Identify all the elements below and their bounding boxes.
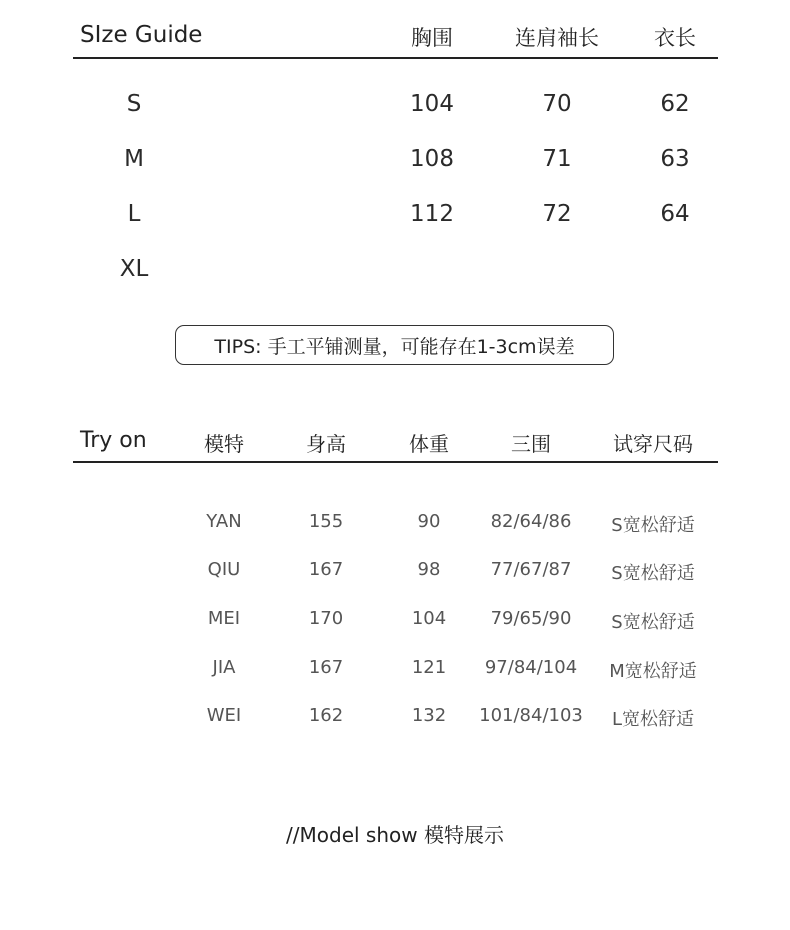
model-weight: 121 <box>411 657 447 678</box>
model-height: 167 <box>308 559 344 580</box>
chest-value: 108 <box>410 146 454 172</box>
length-value: 62 <box>660 91 690 117</box>
size-guide-divider <box>73 57 718 59</box>
size-label: M <box>124 146 144 172</box>
model-weight: 104 <box>411 608 447 629</box>
size-label: S <box>126 91 142 117</box>
model-fitting-size: M宽松舒适 <box>609 661 697 682</box>
model-height: 155 <box>308 511 344 532</box>
model-fitting-size: S宽松舒适 <box>611 612 695 633</box>
model-name: YAN <box>206 511 242 532</box>
sleeve-value: 71 <box>542 146 572 172</box>
try-on-title: Try on <box>80 428 147 453</box>
length-value: 63 <box>660 146 690 172</box>
model-measurements: 97/84/104 <box>484 657 578 678</box>
header-measurements: 三围 <box>511 432 551 456</box>
try-on-divider <box>73 461 718 463</box>
chest-value: 112 <box>410 201 454 227</box>
model-height: 162 <box>308 705 344 726</box>
model-show-heading: //Model show 模特展示 <box>286 823 504 847</box>
header-body-length: 衣长 <box>654 26 696 50</box>
model-fitting-size: L宽松舒适 <box>611 709 695 730</box>
size-label: XL <box>119 256 149 282</box>
model-weight: 132 <box>411 705 447 726</box>
sleeve-value: 72 <box>542 201 572 227</box>
size-guide-title: SIze Guide <box>80 22 203 48</box>
model-weight: 98 <box>417 559 441 580</box>
header-fitting-size: 试穿尺码 <box>613 432 693 456</box>
model-fitting-size: S宽松舒适 <box>611 563 695 584</box>
header-model: 模特 <box>204 432 244 456</box>
model-fitting-size: S宽松舒适 <box>611 515 695 536</box>
tips-text: TIPS: 手工平铺测量，可能存在1-3cm误差 <box>214 335 575 358</box>
model-name: MEI <box>207 608 241 629</box>
model-height: 170 <box>308 608 344 629</box>
model-measurements: 77/67/87 <box>490 559 572 580</box>
model-measurements: 79/65/90 <box>490 608 572 629</box>
sleeve-value: 70 <box>542 91 572 117</box>
size-label: L <box>127 201 141 227</box>
model-measurements: 82/64/86 <box>490 511 572 532</box>
model-measurements: 101/84/103 <box>479 705 583 726</box>
model-name: WEI <box>206 705 242 726</box>
model-height: 167 <box>308 657 344 678</box>
model-weight: 90 <box>417 511 441 532</box>
tips-box <box>175 325 614 365</box>
header-weight: 体重 <box>409 432 449 456</box>
header-sleeve-length: 连肩袖长 <box>515 26 599 50</box>
model-name: QIU <box>207 559 241 580</box>
model-name: JIA <box>212 657 236 678</box>
chest-value: 104 <box>410 91 454 117</box>
header-chest: 胸围 <box>411 26 453 50</box>
length-value: 64 <box>660 201 690 227</box>
header-height: 身高 <box>306 432 346 456</box>
